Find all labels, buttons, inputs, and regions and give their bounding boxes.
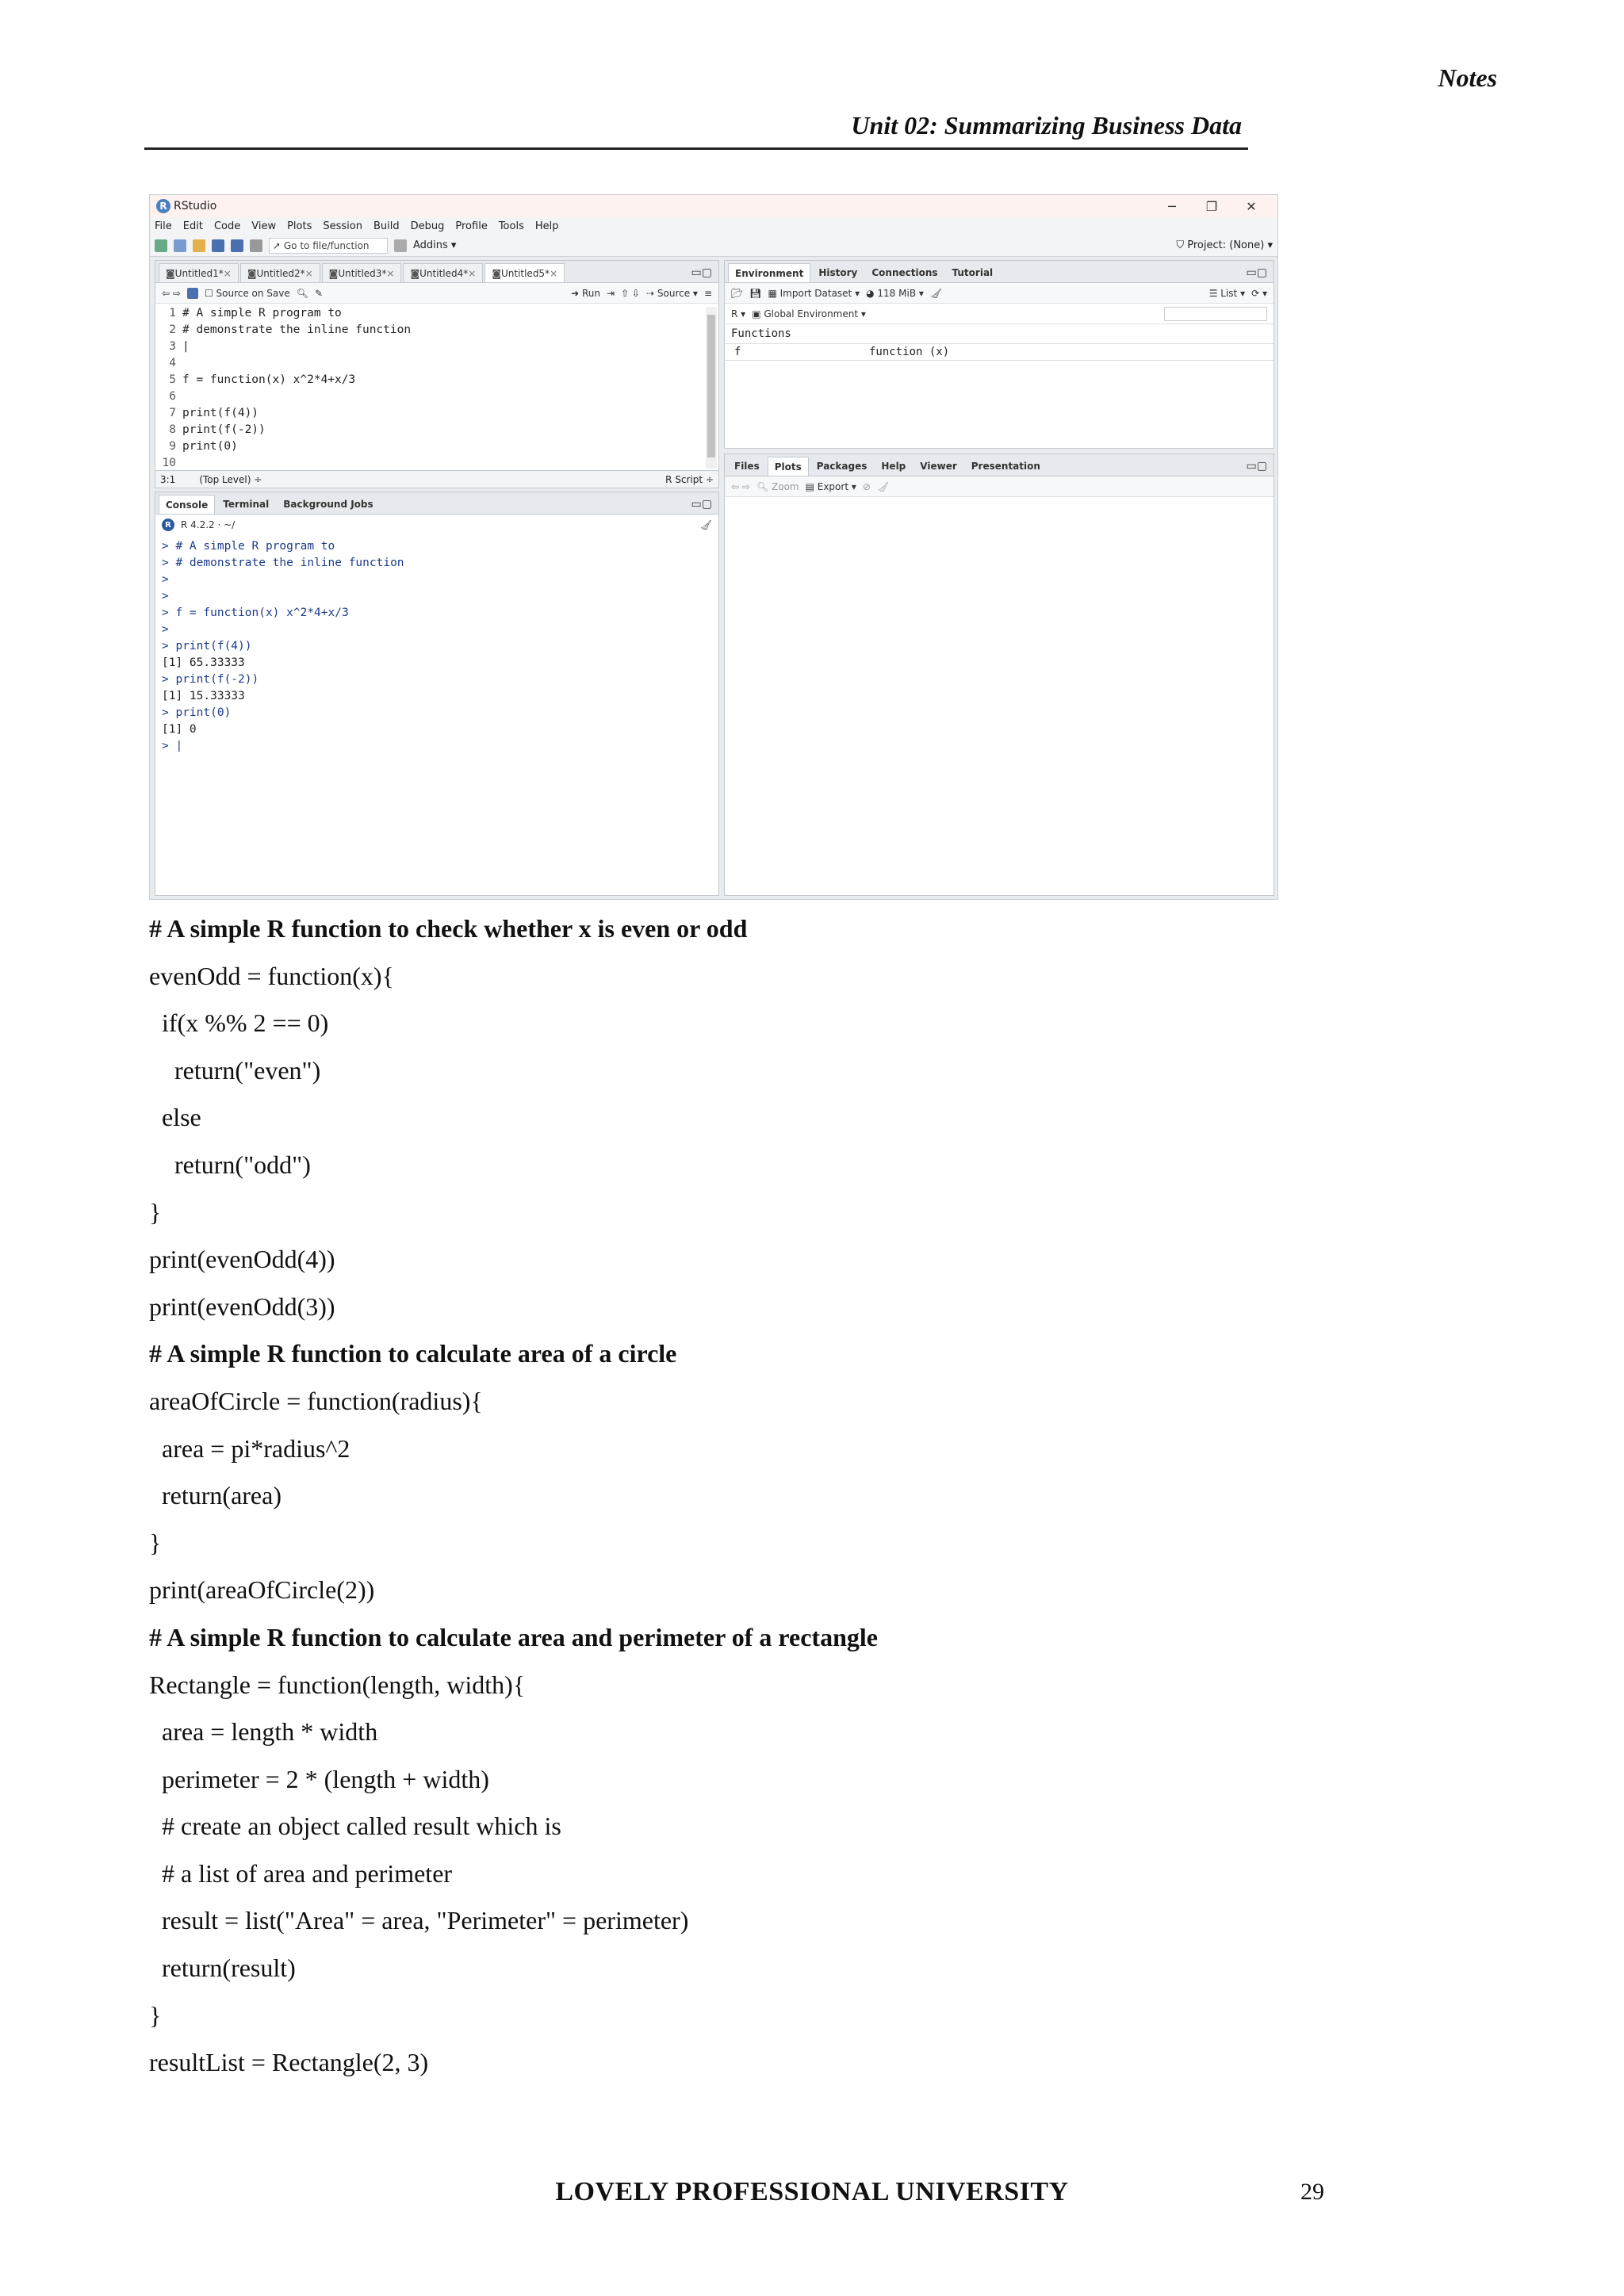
unit-title: Unit 02: Summarizing Business Data [851,111,1242,140]
tab-environment[interactable] [728,263,810,282]
tab-label: Untitled3* [338,267,387,279]
broom-icon[interactable]: 🧹︎ [876,480,890,492]
code-line: return(result) [149,1954,296,1983]
pane-minmax-icon[interactable]: ▭▢ [691,498,712,511]
tab-plots[interactable] [768,457,809,476]
tab-help[interactable] [875,457,912,476]
files-tabbar [725,454,1274,476]
line-code: # A simple R program to [182,307,342,320]
env-var-name: f [734,346,741,358]
tab-label: Files [734,461,760,472]
environment-pane [724,260,1274,449]
code-line: return(area) [149,1481,282,1510]
tab-viewer[interactable] [914,457,963,476]
line-code: f = function(x) x^2*4+x/3 [182,373,356,386]
addins-menu[interactable]: Addins ▾ [413,239,457,251]
tab-untitled4[interactable] [403,263,483,282]
code-line: if(x %% 2 == 0) [149,1008,329,1038]
code-line: } [149,2000,162,2030]
tab-presentation[interactable] [965,457,1047,476]
console-line: > [162,623,169,636]
back-forward-icon[interactable]: ⇦ ⇨ [731,480,750,492]
goto-file-input[interactable]: ➚ Go to file/function [269,238,388,254]
project-menu[interactable]: ⛉ Project: (None) ▾ [1176,239,1273,251]
code-line: resultList = Rectangle(2, 3) [149,2048,429,2077]
code-line: Rectangle = function(length, width){ [149,1670,526,1699]
main-toolbar [150,235,1277,257]
code-line: # a list of area and perimeter [149,1858,453,1888]
tab-label: History [818,267,858,278]
menu-file[interactable]: File [155,220,172,232]
editor-line [155,355,718,372]
close-tab-icon[interactable]: × [468,267,477,279]
code-editor[interactable] [155,304,718,472]
code-line: evenOdd = function(x){ [149,961,394,990]
close-tab-icon[interactable]: × [550,267,558,279]
line-code: print(0) [182,440,238,453]
rstudio-logo-icon: R [156,199,170,213]
tab-label: Background Jobs [283,499,373,510]
run-button[interactable]: ➜ Run [571,287,600,299]
editor-line [155,405,718,422]
console-line: > print(0) [162,706,232,719]
code-line: # create an object called result which is [149,1812,561,1841]
pane-minmax-icon[interactable]: ▭▢ [1246,460,1267,473]
tab-untitled2[interactable] [240,263,320,282]
tab-label: Connections [871,267,938,278]
line-code: # demonstrate the inline function [182,323,412,336]
tab-packages[interactable] [810,457,874,476]
source-on-save-checkbox[interactable]: ☐ Source on Save [204,287,290,299]
code-line: print(areaOfCircle(2)) [149,1575,375,1605]
export-button[interactable]: ▤ Export ▾ [805,480,856,492]
tab-console[interactable] [159,495,215,514]
code-heading: # A simple R function to calculate area of a circle [149,1339,677,1368]
line-number: 7 [169,407,176,419]
line-number: 5 [169,373,176,386]
console-line: > [162,590,169,603]
console-line: > print(f(-2)) [162,673,259,686]
memory-usage[interactable]: ◕ 118 MiB ▾ [866,287,924,299]
console-line: > print(f(4)) [162,640,252,652]
console-line: [1] 15.33333 [162,690,245,702]
menubar [150,217,1277,235]
console-line: > # demonstrate the inline function [162,557,404,569]
pane-minmax-icon[interactable]: ▭▢ [691,266,712,279]
environment-tabbar [725,261,1274,283]
menu-debug[interactable]: Debug [410,220,445,232]
tab-untitled5[interactable] [485,263,565,282]
tab-untitled1[interactable] [159,263,239,282]
broom-icon[interactable]: 🧹︎ [929,287,943,299]
menu-help[interactable]: Help [534,220,559,232]
code-listing [149,905,878,2087]
pane-minmax-icon[interactable]: ▭▢ [1246,266,1267,279]
editor-line [155,455,718,472]
refresh-icon[interactable]: ⟳ ▾ [1251,287,1267,299]
file-icon: ◙ [166,267,175,279]
notes-label: Notes [1438,63,1497,92]
editor-line [155,305,718,322]
env-row[interactable] [725,344,1274,361]
print-icon[interactable] [250,239,262,252]
code-line: print(evenOdd(3)) [149,1292,335,1321]
menu-plots[interactable]: Plots [287,220,312,232]
zoom-button[interactable]: 🔍︎ Zoom [756,480,799,492]
rstudio-titlebar [150,195,1277,217]
save-icon[interactable] [212,239,224,252]
up-down-icon[interactable]: ⇧ ⇩ [621,287,640,299]
footer-university: LOVELY PROFESSIONAL UNIVERSITY [555,2177,1069,2206]
editor-pane [155,260,719,488]
page-number: 29 [1300,2179,1324,2205]
console-line: > # A simple R program to [162,540,335,553]
language-selector[interactable]: R ▾ [731,308,746,320]
code-line: areaOfCircle = function(radius){ [149,1386,483,1415]
console-output[interactable] [155,535,718,758]
tab-label: Plots [774,461,802,473]
editor-line [155,388,718,405]
menu-profile[interactable]: Profile [455,220,488,232]
minimize-icon[interactable]: ─ [1168,198,1176,214]
tab-label: Terminal [223,499,270,510]
restore-icon[interactable]: ❐ [1205,198,1218,214]
new-file-icon[interactable] [155,239,167,252]
tab-untitled3[interactable] [322,263,402,282]
code-line: else [149,1103,201,1132]
open-file-icon[interactable] [193,239,205,252]
open-project-icon[interactable] [174,239,186,252]
plots-toolbar [725,476,1274,497]
code-line: result = list("Area" = area, "Perimeter" = perimeter) [149,1906,689,1935]
editor-line [155,372,718,388]
search-icon[interactable]: 🔍︎ [296,287,308,299]
tab-tutorial[interactable] [946,263,1000,282]
env-section-header: Functions [725,324,1274,344]
code-line: area = pi*radius^2 [149,1433,350,1463]
unit-heading [144,111,1248,150]
menu-session[interactable]: Session [323,220,362,232]
rstudio-screenshot [149,194,1278,900]
env-var-value: function (x) [869,346,950,358]
save-all-icon[interactable] [231,239,243,252]
clear-console-icon[interactable]: 🧹︎ [699,519,712,530]
source-button[interactable]: ⇢ Source ▾ [646,287,698,299]
line-number: 1 [169,307,176,320]
editor-line [155,422,718,438]
tab-history[interactable] [812,263,864,282]
line-code: print(f(-2)) [182,423,266,436]
scope-selector[interactable]: (Top Level) ÷ [199,473,262,485]
environment-toolbar [725,283,1274,304]
console-line: > [162,573,169,586]
tab-label: Untitled2* [256,267,305,279]
line-code: print(f(4)) [182,407,259,419]
code-line: } [149,1528,162,1557]
menu-edit[interactable]: Edit [182,220,203,232]
code-heading: # A simple R function to check whether x is even or odd [149,914,748,943]
code-line: } [149,1197,162,1226]
menu-view[interactable]: View [251,220,277,232]
close-tab-icon[interactable]: × [386,267,395,279]
code-line: perimeter = 2 * (length + width) [149,1764,489,1793]
code-line: print(evenOdd(4)) [149,1245,335,1274]
tab-terminal[interactable] [216,495,275,514]
code-line: return("even") [149,1055,321,1085]
tab-label: Untitled4* [419,267,469,279]
rerun-icon[interactable]: ⇥ [607,287,615,299]
file-icon: ◙ [328,267,339,279]
list-view-button[interactable]: ☰ List ▾ [1208,287,1246,299]
line-number: 2 [169,323,176,336]
line-number: 10 [162,457,176,469]
outline-icon[interactable]: ≡ [703,287,712,299]
tab-files[interactable] [728,457,766,476]
file-icon: ◙ [247,267,257,279]
menu-tools[interactable]: Tools [498,220,524,232]
code-line: return("odd") [149,1150,311,1179]
tab-label: Untitled1* [174,267,224,279]
file-icon: ◙ [492,267,501,279]
editor-line [155,322,718,339]
r-logo-icon: R [162,519,174,531]
files-pane [724,453,1274,896]
window-title: RStudio [174,200,217,212]
file-type-selector[interactable]: R Script ÷ [665,473,714,485]
line-number: 3 [169,340,176,353]
file-icon: ◙ [410,267,420,279]
back-forward-icon[interactable]: ⇦ ⇨ [162,287,181,299]
editor-statusbar [155,470,718,488]
tab-label: Help [881,461,906,472]
save-workspace-icon[interactable]: 💾︎ [749,287,762,299]
editor-toolbar [155,283,718,304]
line-code: | [182,340,190,353]
editor-line [155,339,718,355]
line-number: 4 [169,357,176,369]
menu-build[interactable]: Build [373,220,400,232]
tab-label: Console [166,499,209,511]
close-tab-icon[interactable]: × [223,267,232,279]
save-icon[interactable] [187,288,198,299]
cursor-position: 3:1 [160,473,176,485]
editor-tabbar [155,261,718,283]
load-workspace-icon[interactable]: 📂︎ [731,287,744,299]
console-line: [1] 0 [162,723,197,736]
editor-line [155,438,718,455]
console-tabbar [155,492,718,515]
import-dataset-button[interactable]: ▦ Import Dataset ▾ [768,287,860,299]
console-line: > f = function(x) x^2*4+x/3 [162,607,349,619]
tab-label: Packages [816,461,868,472]
tab-label: Tutorial [952,267,994,278]
tab-connections[interactable] [865,263,944,282]
tab-label: Environment [735,267,804,279]
tab-label: Untitled5* [500,267,550,279]
tab-label: Viewer [920,461,957,472]
line-number: 9 [169,440,176,453]
code-line: area = length * width [149,1717,378,1747]
env-search-input[interactable] [1164,307,1267,321]
close-tab-icon[interactable]: × [304,267,313,279]
editor-scrollbar[interactable] [706,307,717,469]
console-line: [1] 65.33333 [162,656,245,669]
code-heading: # A simple R function to calculate area and perimeter of a rectangle [149,1622,878,1651]
wand-icon[interactable]: ✎ [315,287,324,299]
console-line: > | [162,740,183,752]
r-version: R 4.2.2 · ~/ [181,519,236,530]
line-number: 8 [169,423,176,436]
global-env-selector[interactable]: ▣ Global Environment ▾ [752,308,866,320]
remove-plot-icon[interactable]: ⊘ [862,480,871,492]
console-header [155,515,718,535]
console-pane [155,492,719,896]
close-icon[interactable]: ✕ [1246,198,1257,214]
menu-code[interactable]: Code [213,220,241,232]
line-number: 6 [169,390,176,403]
tab-label: Presentation [971,461,1040,472]
tab-background-jobs[interactable] [277,495,379,514]
environment-scope-bar [725,304,1274,324]
grid-icon[interactable] [394,239,407,252]
